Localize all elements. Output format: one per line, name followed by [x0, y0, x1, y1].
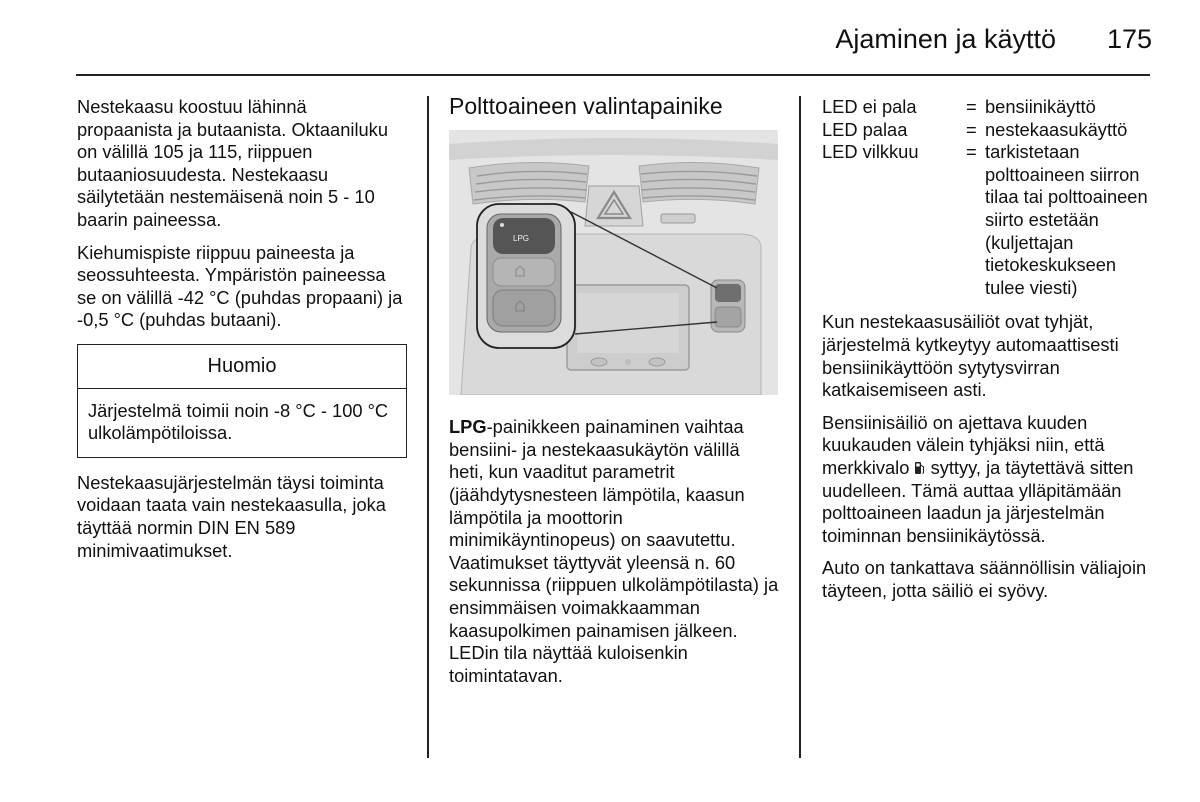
led-meaning: bensiinikäyttö	[985, 96, 1096, 117]
paragraph-fuel-tank-a: Bensiinisäiliö on ajettava kuuden kuukauden välein tyhjäksi niin, että merkkivalo	[822, 411, 1105, 478]
note-body: Järjestelmä toimii noin -8 °C - 100 °C ulkolämpötiloissa.	[88, 399, 389, 444]
section-heading: Polttoaineen valintapainike	[449, 93, 723, 119]
column-3	[822, 96, 1152, 612]
lpg-term: LPG	[449, 416, 487, 438]
running-header: Ajaminen ja käyttö	[835, 24, 1056, 54]
paragraph-din-standard: Nestekaasujärjestelmän täysi toiminta voidaan taata vain nestekaasulla, joka täyttää normin DIN EN 589 minimivaatimukset.	[77, 471, 386, 561]
paragraph-lpg-button	[449, 416, 779, 687]
led-meaning: tarkistetaan polttoaineen siirron tilaa tai polttoaineen siirto estetään (kuljettajan tietokeskukseen tulee viesti)	[985, 141, 1148, 298]
paragraph-fuel-tank-b: syttyy, ja täytettävä sitten uudelleen. Tämä auttaa ylläpitämään polttoaineen laadun ja järjestelmän toiminnan bensiinikäytössä.	[822, 456, 1134, 546]
led-state: LED vilkkuu	[822, 141, 919, 163]
column-2	[449, 95, 779, 697]
fuel-pump-icon	[914, 461, 925, 475]
page-number: 175	[1106, 24, 1152, 54]
note-box	[77, 344, 407, 458]
paragraph-boiling-point: Kiehumispiste riippuu paineesta ja seossuhteesta. Ympäristön paineessa se on välillä -42 °C (puhdas propaani) ja -0,5 °C (puhdas butaani).	[77, 241, 403, 331]
header-rule	[76, 74, 1150, 76]
led-row	[822, 96, 1152, 119]
column-divider-2	[799, 96, 801, 758]
lpg-button-label: LPG	[513, 233, 530, 243]
note-title: Huomio	[78, 345, 406, 389]
led-eq: =	[966, 141, 977, 163]
column-divider-1	[427, 96, 429, 758]
paragraph-lpg-composition: Nestekaasu koostuu lähinnä propaanista ja butaanista. Oktaaniluku on välillä 105 ja 115, riippuen butaaniosuudesta. Nestekaasu säilytetään nestemäisenä noin 5 - 10 baarin paineessa.	[77, 96, 388, 230]
led-row	[822, 119, 1152, 142]
led-eq: =	[966, 118, 977, 140]
led-status-table	[822, 96, 1152, 299]
paragraph-auto-switch: Kun nestekaasusäiliöt ovat tyhjät, järjestelmä kytkeytyy automaattisesti bensiinikäyttöön sytytysvirran katkaisemiseen asti.	[822, 311, 1119, 401]
led-eq: =	[966, 96, 977, 117]
dashboard-illustration	[449, 130, 778, 395]
led-state: LED palaa	[822, 118, 908, 140]
column-1	[77, 96, 407, 572]
led-meaning: nestekaasukäyttö	[985, 118, 1128, 140]
led-row	[822, 141, 1152, 299]
led-state: LED ei pala	[822, 96, 917, 117]
paragraph-lpg-button-text: -painikkeen painaminen vaihtaa bensiini- ja nestekaasukäytön välillä heti, kun vaaditut parametrit (jäähdytysnesteen lämpötila, kaasun lämpötila ja moottorin minimikäyntinopeus) on saavutettu. Vaatimukset täyttyvät yleensä n. 60 sekunnissa (riippuen ulkolämpötilasta) ja ensimmäisen voimakkaamman kaasupolkimen painamisen jälkeen. LEDin tila näyttää kuloisenkin toimintatavan.	[449, 416, 779, 686]
paragraph-refuel: Auto on tankattava säännöllisin väliajoin täyteen, jotta säiliö ei syövy.	[822, 557, 1147, 601]
paragraph-fuel-tank	[822, 412, 1152, 548]
